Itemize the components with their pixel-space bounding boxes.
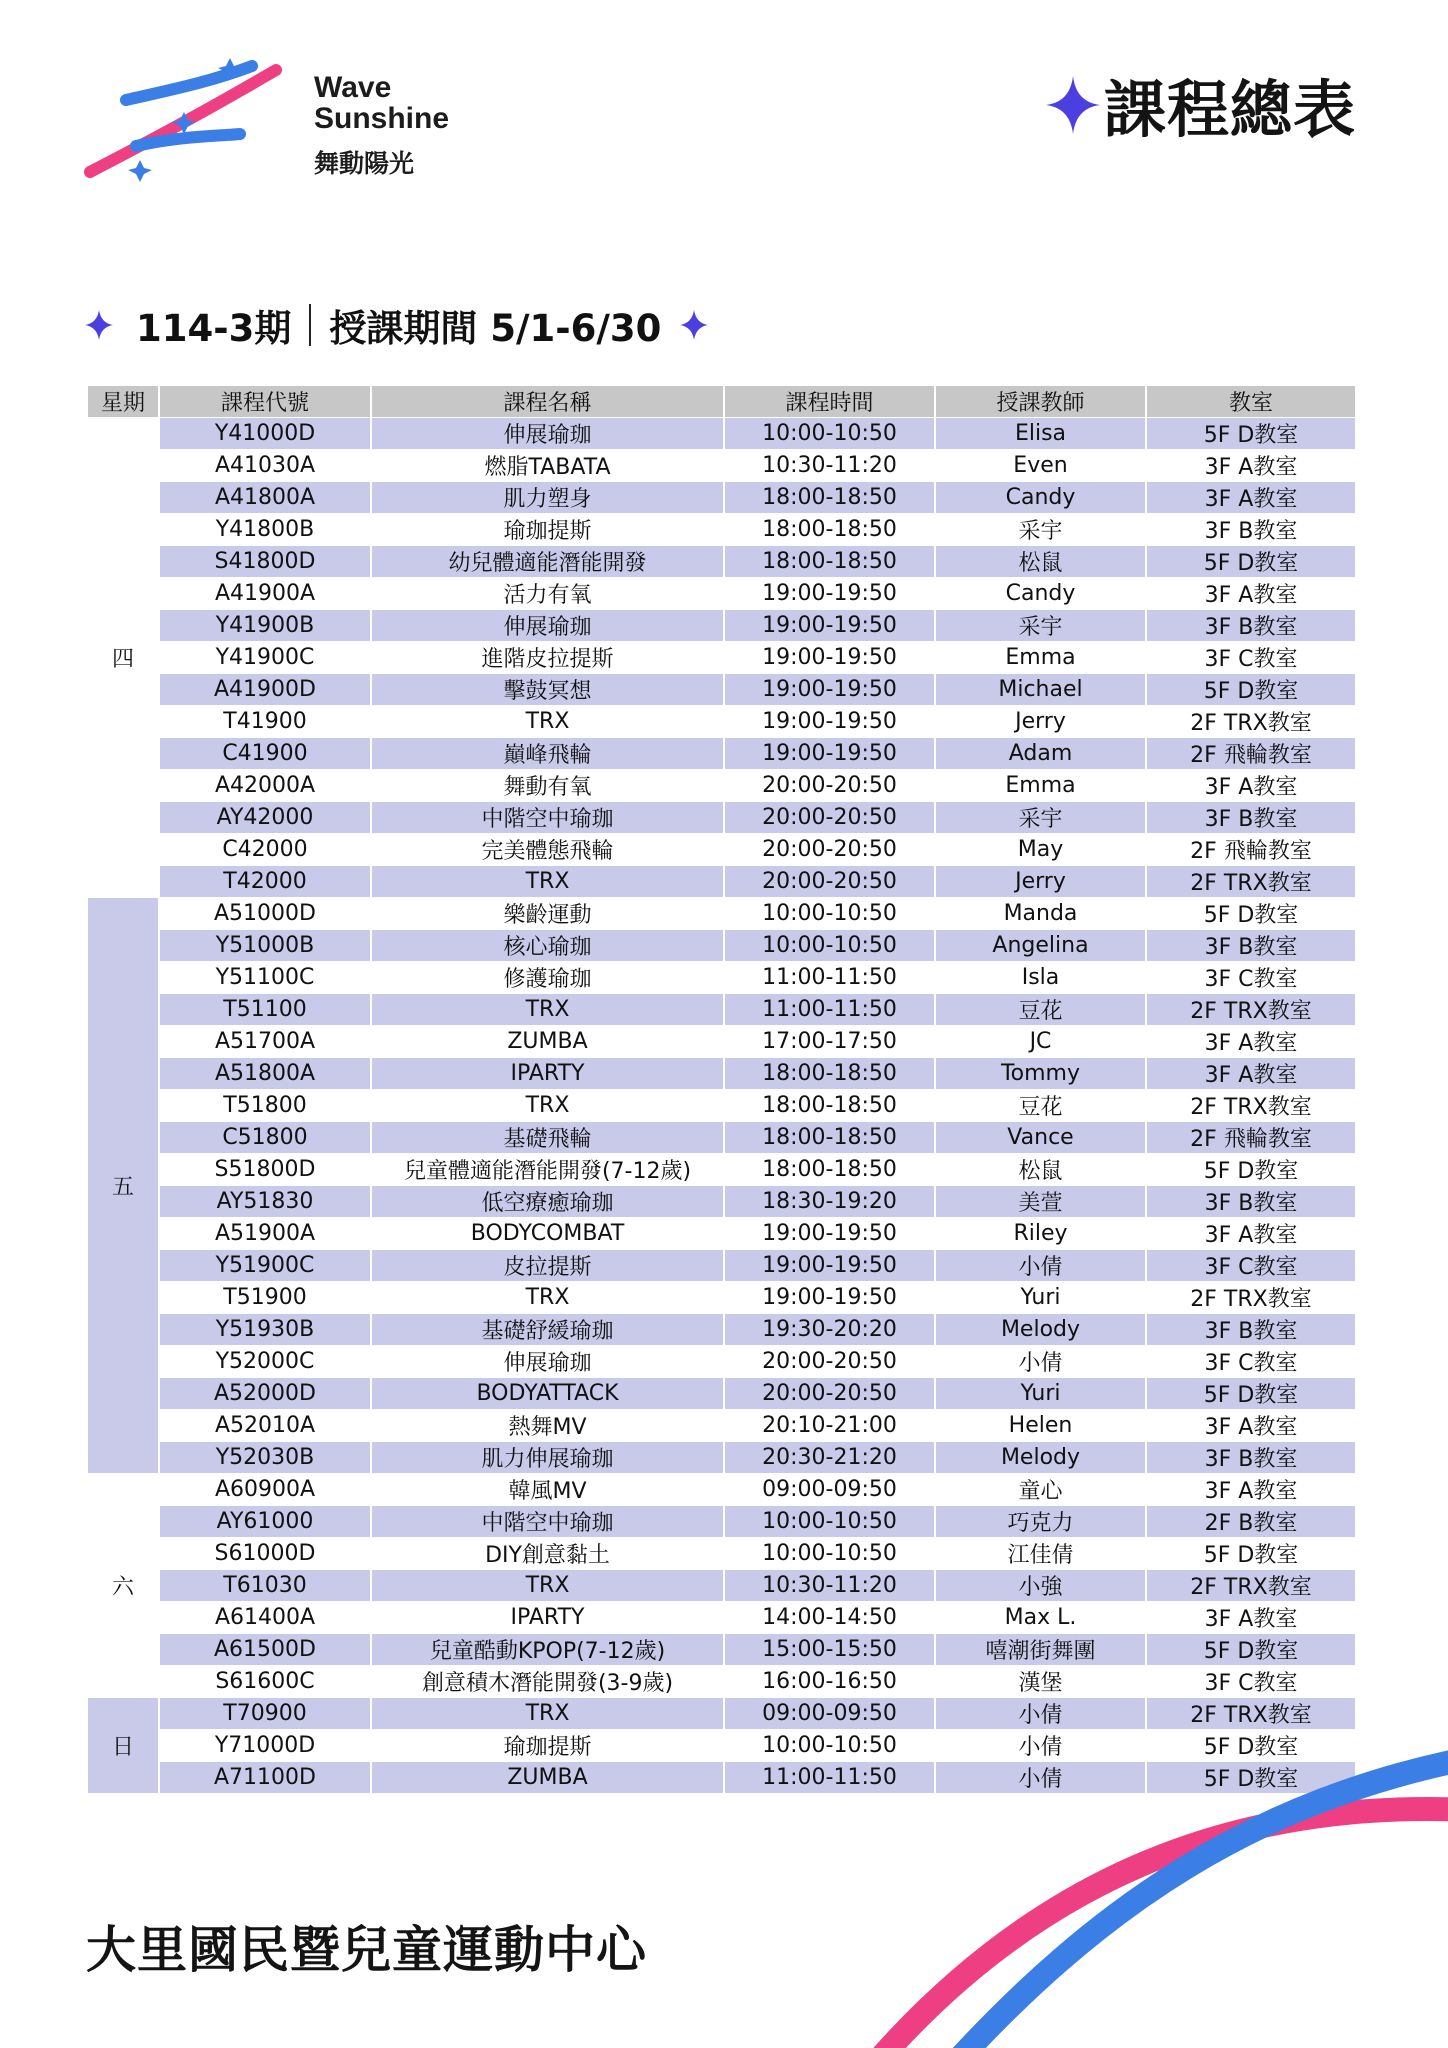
course-name-cell: 伸展瑜珈 (371, 418, 724, 450)
course-name-cell: IPARTY (371, 1058, 724, 1090)
classroom-cell: 3F A教室 (1146, 482, 1356, 514)
course-name-cell: TRX (371, 1282, 724, 1314)
time-cell: 11:00-11:50 (724, 1762, 935, 1794)
teacher-cell: Emma (935, 642, 1146, 674)
classroom-cell: 2F 飛輪教室 (1146, 738, 1356, 770)
time-cell: 17:00-17:50 (724, 1026, 935, 1058)
time-cell: 10:00-10:50 (724, 1538, 935, 1570)
course-name-cell: 瑜珈提斯 (371, 1730, 724, 1762)
course-name-cell: 燃脂TABATA (371, 450, 724, 482)
code-cell: T51100 (159, 994, 371, 1026)
classroom-cell: 3F B教室 (1146, 802, 1356, 834)
code-cell: Y51000B (159, 930, 371, 962)
classroom-cell: 5F D教室 (1146, 1378, 1356, 1410)
classroom-cell: 5F D教室 (1146, 1730, 1356, 1762)
classroom-cell: 2F 飛輪教室 (1146, 1122, 1356, 1154)
code-cell: S51800D (159, 1154, 371, 1186)
code-cell: T41900 (159, 706, 371, 738)
header-course-name: 課程名稱 (371, 386, 724, 418)
classroom-cell: 2F TRX教室 (1146, 994, 1356, 1026)
table-row (88, 738, 1356, 770)
table-row (88, 1090, 1356, 1122)
teacher-cell: Max L. (935, 1602, 1146, 1634)
time-cell: 20:00-20:50 (724, 1378, 935, 1410)
course-name-cell: 瑜珈提斯 (371, 514, 724, 546)
table-row (88, 1666, 1356, 1698)
classroom-cell: 3F A教室 (1146, 450, 1356, 482)
time-cell: 20:00-20:50 (724, 770, 935, 802)
table-row (88, 770, 1356, 802)
teacher-cell: 小倩 (935, 1346, 1146, 1378)
code-cell: Y52000C (159, 1346, 371, 1378)
teacher-cell: Vance (935, 1122, 1146, 1154)
classroom-cell: 3F B教室 (1146, 1186, 1356, 1218)
teacher-cell: Emma (935, 770, 1146, 802)
teacher-cell: 采宇 (935, 610, 1146, 642)
diamond-icon (1044, 74, 1102, 136)
classroom-cell: 3F A教室 (1146, 1602, 1356, 1634)
table-row (88, 1282, 1356, 1314)
table-row (88, 450, 1356, 482)
table-row (88, 514, 1356, 546)
course-name-cell: 幼兒體適能潛能開發 (371, 546, 724, 578)
code-cell: A51800A (159, 1058, 371, 1090)
code-cell: C41900 (159, 738, 371, 770)
time-cell: 19:00-19:50 (724, 1250, 935, 1282)
table-header-row (88, 386, 1356, 418)
classroom-cell: 2F TRX教室 (1146, 866, 1356, 898)
time-cell: 20:10-21:00 (724, 1410, 935, 1442)
course-name-cell: 創意積木潛能開發(3-9歲) (371, 1666, 724, 1698)
course-name-cell: BODYATTACK (371, 1378, 724, 1410)
course-name-cell: ZUMBA (371, 1026, 724, 1058)
table-row (88, 1026, 1356, 1058)
time-cell: 19:00-19:50 (724, 642, 935, 674)
teacher-cell: 小倩 (935, 1730, 1146, 1762)
table-row (88, 866, 1356, 898)
classroom-cell: 5F D教室 (1146, 674, 1356, 706)
teaching-period: 授課期間 5/1-6/30 (329, 307, 662, 350)
teacher-cell: 松鼠 (935, 1154, 1146, 1186)
teacher-cell: 小強 (935, 1570, 1146, 1602)
course-name-cell: IPARTY (371, 1602, 724, 1634)
course-name-cell: TRX (371, 1698, 724, 1730)
code-cell: T51800 (159, 1090, 371, 1122)
teacher-cell: Melody (935, 1314, 1146, 1346)
table-row (88, 1634, 1356, 1666)
brand-name-zh: 舞動陽光 (314, 149, 415, 178)
teacher-cell: Candy (935, 482, 1146, 514)
course-name-cell: 修護瑜珈 (371, 962, 724, 994)
time-cell: 15:00-15:50 (724, 1634, 935, 1666)
code-cell: A60900A (159, 1474, 371, 1506)
classroom-cell: 3F A教室 (1146, 1410, 1356, 1442)
code-cell: Y51930B (159, 1314, 371, 1346)
day-cell: 五 (88, 898, 159, 1474)
table-row (88, 930, 1356, 962)
code-cell: A41800A (159, 482, 371, 514)
classroom-cell: 3F C教室 (1146, 1346, 1356, 1378)
time-cell: 11:00-11:50 (724, 962, 935, 994)
time-cell: 19:00-19:50 (724, 674, 935, 706)
teacher-cell: Isla (935, 962, 1146, 994)
code-cell: A51700A (159, 1026, 371, 1058)
code-cell: AY51830 (159, 1186, 371, 1218)
diamond-icon (679, 309, 709, 341)
teacher-cell: Adam (935, 738, 1146, 770)
code-cell: Y41900C (159, 642, 371, 674)
time-cell: 19:00-19:50 (724, 738, 935, 770)
time-cell: 20:00-20:50 (724, 1346, 935, 1378)
code-cell: A51000D (159, 898, 371, 930)
day-cell: 六 (88, 1474, 159, 1698)
time-cell: 20:00-20:50 (724, 802, 935, 834)
day-cell: 四 (88, 418, 159, 898)
teacher-cell: Tommy (935, 1058, 1146, 1090)
course-name-cell: 韓風MV (371, 1474, 724, 1506)
time-cell: 18:00-18:50 (724, 514, 935, 546)
teacher-cell: Melody (935, 1442, 1146, 1474)
table-row (88, 962, 1356, 994)
course-name-cell: 進階皮拉提斯 (371, 642, 724, 674)
course-name-cell: 擊鼓冥想 (371, 674, 724, 706)
teacher-cell: 采宇 (935, 802, 1146, 834)
teacher-cell: 巧克力 (935, 1506, 1146, 1538)
time-cell: 20:00-20:50 (724, 834, 935, 866)
table-row (88, 802, 1356, 834)
term-label: 114-3期 (136, 307, 292, 350)
code-cell: A41900A (159, 578, 371, 610)
classroom-cell: 2F TRX教室 (1146, 1090, 1356, 1122)
course-name-cell: 肌力塑身 (371, 482, 724, 514)
course-name-cell: TRX (371, 994, 724, 1026)
header-classroom: 教室 (1146, 386, 1356, 418)
time-cell: 20:30-21:20 (724, 1442, 935, 1474)
time-cell: 18:00-18:50 (724, 482, 935, 514)
course-name-cell: TRX (371, 866, 724, 898)
classroom-cell: 2F TRX教室 (1146, 706, 1356, 738)
code-cell: T42000 (159, 866, 371, 898)
code-cell: A61400A (159, 1602, 371, 1634)
code-cell: A52000D (159, 1378, 371, 1410)
time-cell: 14:00-14:50 (724, 1602, 935, 1634)
classroom-cell: 2F TRX教室 (1146, 1698, 1356, 1730)
teacher-cell: May (935, 834, 1146, 866)
table-row (88, 1250, 1356, 1282)
course-name-cell: 低空療癒瑜珈 (371, 1186, 724, 1218)
course-name-cell: 舞動有氧 (371, 770, 724, 802)
table-row (88, 578, 1356, 610)
teacher-cell: 小倩 (935, 1762, 1146, 1794)
code-cell: Y41800B (159, 514, 371, 546)
diamond-icon (84, 309, 114, 341)
table-row (88, 674, 1356, 706)
code-cell: S41800D (159, 546, 371, 578)
course-name-cell: 基礎舒緩瑜珈 (371, 1314, 724, 1346)
course-name-cell: 伸展瑜珈 (371, 1346, 724, 1378)
teacher-cell: Jerry (935, 706, 1146, 738)
table-row (88, 1730, 1356, 1762)
teacher-cell: Manda (935, 898, 1146, 930)
teacher-cell: 嘻潮街舞團 (935, 1634, 1146, 1666)
table-row (88, 994, 1356, 1026)
table-row (88, 1346, 1356, 1378)
table-row (88, 1506, 1356, 1538)
teacher-cell: 小倩 (935, 1698, 1146, 1730)
page-title-text: 課程總表 (1103, 73, 1356, 146)
course-name-cell: 伸展瑜珈 (371, 610, 724, 642)
time-cell: 18:30-19:20 (724, 1186, 935, 1218)
teacher-cell: Even (935, 450, 1146, 482)
classroom-cell: 2F TRX教室 (1146, 1282, 1356, 1314)
classroom-cell: 3F B教室 (1146, 930, 1356, 962)
code-cell: T61030 (159, 1570, 371, 1602)
table-row (88, 834, 1356, 866)
table-row (88, 1762, 1356, 1794)
course-name-cell: ZUMBA (371, 1762, 724, 1794)
code-cell: A41900D (159, 674, 371, 706)
time-cell: 10:30-11:20 (724, 450, 935, 482)
time-cell: 10:30-11:20 (724, 1570, 935, 1602)
course-name-cell: 樂齡運動 (371, 898, 724, 930)
time-cell: 09:00-09:50 (724, 1474, 935, 1506)
classroom-cell: 5F D教室 (1146, 1154, 1356, 1186)
classroom-cell: 5F D教室 (1146, 1634, 1356, 1666)
table-row (88, 898, 1356, 930)
teacher-cell: 江佳倩 (935, 1538, 1146, 1570)
course-name-cell: 中階空中瑜珈 (371, 802, 724, 834)
time-cell: 10:00-10:50 (724, 1506, 935, 1538)
table-row (88, 610, 1356, 642)
table-row (88, 418, 1356, 450)
code-cell: AY61000 (159, 1506, 371, 1538)
time-cell: 09:00-09:50 (724, 1698, 935, 1730)
classroom-cell: 3F A教室 (1146, 1026, 1356, 1058)
course-name-cell: 中階空中瑜珈 (371, 1506, 724, 1538)
table-row (88, 1314, 1356, 1346)
code-cell: A61500D (159, 1634, 371, 1666)
course-name-cell: 兒童體適能潛能開發(7-12歲) (371, 1154, 724, 1186)
time-cell: 10:00-10:50 (724, 1730, 935, 1762)
course-name-cell: TRX (371, 1090, 724, 1122)
code-cell: Y71000D (159, 1730, 371, 1762)
time-cell: 10:00-10:50 (724, 418, 935, 450)
header-time: 課程時間 (724, 386, 935, 418)
teacher-cell: 漢堡 (935, 1666, 1146, 1698)
table-row (88, 1570, 1356, 1602)
time-cell: 18:00-18:50 (724, 1154, 935, 1186)
course-name-cell: 肌力伸展瑜珈 (371, 1442, 724, 1474)
classroom-cell: 3F A教室 (1146, 578, 1356, 610)
time-cell: 18:00-18:50 (724, 1090, 935, 1122)
code-cell: AY42000 (159, 802, 371, 834)
teacher-cell: 小倩 (935, 1250, 1146, 1282)
day-cell: 日 (88, 1698, 159, 1794)
table-row (88, 1378, 1356, 1410)
teacher-cell: Michael (935, 674, 1146, 706)
teacher-cell: 美萱 (935, 1186, 1146, 1218)
code-cell: Y41000D (159, 418, 371, 450)
classroom-cell: 3F C教室 (1146, 1666, 1356, 1698)
table-row (88, 1698, 1356, 1730)
classroom-cell: 3F C教室 (1146, 1250, 1356, 1282)
classroom-cell: 3F B教室 (1146, 514, 1356, 546)
brand-line-2: Sunshine (314, 102, 450, 135)
time-cell: 19:00-19:50 (724, 1282, 935, 1314)
time-cell: 16:00-16:50 (724, 1666, 935, 1698)
table-row (88, 1410, 1356, 1442)
classroom-cell: 5F D教室 (1146, 546, 1356, 578)
code-cell: T51900 (159, 1282, 371, 1314)
time-cell: 11:00-11:50 (724, 994, 935, 1026)
table-row (88, 1474, 1356, 1506)
table-row (88, 1154, 1356, 1186)
teacher-cell: 松鼠 (935, 546, 1146, 578)
teacher-cell: 童心 (935, 1474, 1146, 1506)
header-teacher: 授課教師 (935, 386, 1146, 418)
classroom-cell: 5F D教室 (1146, 418, 1356, 450)
brand-name (314, 72, 449, 134)
course-name-cell: 皮拉提斯 (371, 1250, 724, 1282)
course-name-cell: 活力有氧 (371, 578, 724, 610)
center-name: 大里國民暨兒童運動中心 (86, 1921, 647, 1979)
wave-sunshine-logo (80, 50, 290, 190)
course-name-cell: 核心瑜珈 (371, 930, 724, 962)
time-cell: 18:00-18:50 (724, 1122, 935, 1154)
classroom-cell: 3F B教室 (1146, 610, 1356, 642)
teacher-cell: Yuri (935, 1282, 1146, 1314)
code-cell: C51800 (159, 1122, 371, 1154)
teacher-cell: 豆花 (935, 994, 1146, 1026)
course-name-cell: 兒童酷動KPOP(7-12歲) (371, 1634, 724, 1666)
code-cell: A42000A (159, 770, 371, 802)
teacher-cell: 采宇 (935, 514, 1146, 546)
code-cell: Y52030B (159, 1442, 371, 1474)
teacher-cell: JC (935, 1026, 1146, 1058)
course-name-cell: 完美體態飛輪 (371, 834, 724, 866)
table-row (88, 1122, 1356, 1154)
classroom-cell: 2F TRX教室 (1146, 1570, 1356, 1602)
teacher-cell: 豆花 (935, 1090, 1146, 1122)
code-cell: Y51100C (159, 962, 371, 994)
time-cell: 19:30-20:20 (724, 1314, 935, 1346)
code-cell: C42000 (159, 834, 371, 866)
time-cell: 10:00-10:50 (724, 930, 935, 962)
teacher-cell: Jerry (935, 866, 1146, 898)
table-row (88, 1538, 1356, 1570)
teacher-cell: Elisa (935, 418, 1146, 450)
classroom-cell: 3F A教室 (1146, 1474, 1356, 1506)
course-name-cell: DIY創意黏土 (371, 1538, 724, 1570)
classroom-cell: 2F B教室 (1146, 1506, 1356, 1538)
code-cell: Y41900B (159, 610, 371, 642)
time-cell: 18:00-18:50 (724, 546, 935, 578)
teacher-cell: Yuri (935, 1378, 1146, 1410)
table-row (88, 642, 1356, 674)
term-subtitle (84, 300, 709, 350)
course-schedule-table (88, 386, 1357, 1794)
table-row (88, 482, 1356, 514)
classroom-cell: 3F B教室 (1146, 1314, 1356, 1346)
course-name-cell: TRX (371, 1570, 724, 1602)
code-cell: A51900A (159, 1218, 371, 1250)
brand-line-1: Wave (314, 71, 392, 104)
page-title (1044, 60, 1356, 149)
header-day: 星期 (88, 386, 159, 418)
time-cell: 19:00-19:50 (724, 578, 935, 610)
code-cell: S61600C (159, 1666, 371, 1698)
course-name-cell: 熱舞MV (371, 1410, 724, 1442)
classroom-cell: 5F D教室 (1146, 1762, 1356, 1794)
course-name-cell: 基礎飛輪 (371, 1122, 724, 1154)
table-row (88, 546, 1356, 578)
teacher-cell: Angelina (935, 930, 1146, 962)
time-cell: 20:00-20:50 (724, 866, 935, 898)
code-cell: A71100D (159, 1762, 371, 1794)
teacher-cell: Candy (935, 578, 1146, 610)
time-cell: 19:00-19:50 (724, 1218, 935, 1250)
teacher-cell: Riley (935, 1218, 1146, 1250)
code-cell: T70900 (159, 1698, 371, 1730)
classroom-cell: 3F A教室 (1146, 770, 1356, 802)
classroom-cell: 5F D教室 (1146, 1538, 1356, 1570)
code-cell: S61000D (159, 1538, 371, 1570)
table-row (88, 1442, 1356, 1474)
course-name-cell: TRX (371, 706, 724, 738)
classroom-cell: 3F C教室 (1146, 642, 1356, 674)
teacher-cell: Helen (935, 1410, 1146, 1442)
table-row (88, 1058, 1356, 1090)
classroom-cell: 3F A教室 (1146, 1058, 1356, 1090)
course-name-cell: 巔峰飛輪 (371, 738, 724, 770)
table-row (88, 1602, 1356, 1634)
code-cell: Y51900C (159, 1250, 371, 1282)
time-cell: 10:00-10:50 (724, 898, 935, 930)
divider (309, 304, 311, 346)
table-row (88, 1186, 1356, 1218)
course-name-cell: BODYCOMBAT (371, 1218, 724, 1250)
classroom-cell: 5F D教室 (1146, 898, 1356, 930)
classroom-cell: 3F A教室 (1146, 1218, 1356, 1250)
time-cell: 18:00-18:50 (724, 1058, 935, 1090)
classroom-cell: 2F 飛輪教室 (1146, 834, 1356, 866)
time-cell: 19:00-19:50 (724, 706, 935, 738)
table-row (88, 706, 1356, 738)
classroom-cell: 3F C教室 (1146, 962, 1356, 994)
classroom-cell: 3F B教室 (1146, 1442, 1356, 1474)
time-cell: 19:00-19:50 (724, 610, 935, 642)
table-row (88, 1218, 1356, 1250)
header-code: 課程代號 (159, 386, 371, 418)
code-cell: A41030A (159, 450, 371, 482)
code-cell: A52010A (159, 1410, 371, 1442)
